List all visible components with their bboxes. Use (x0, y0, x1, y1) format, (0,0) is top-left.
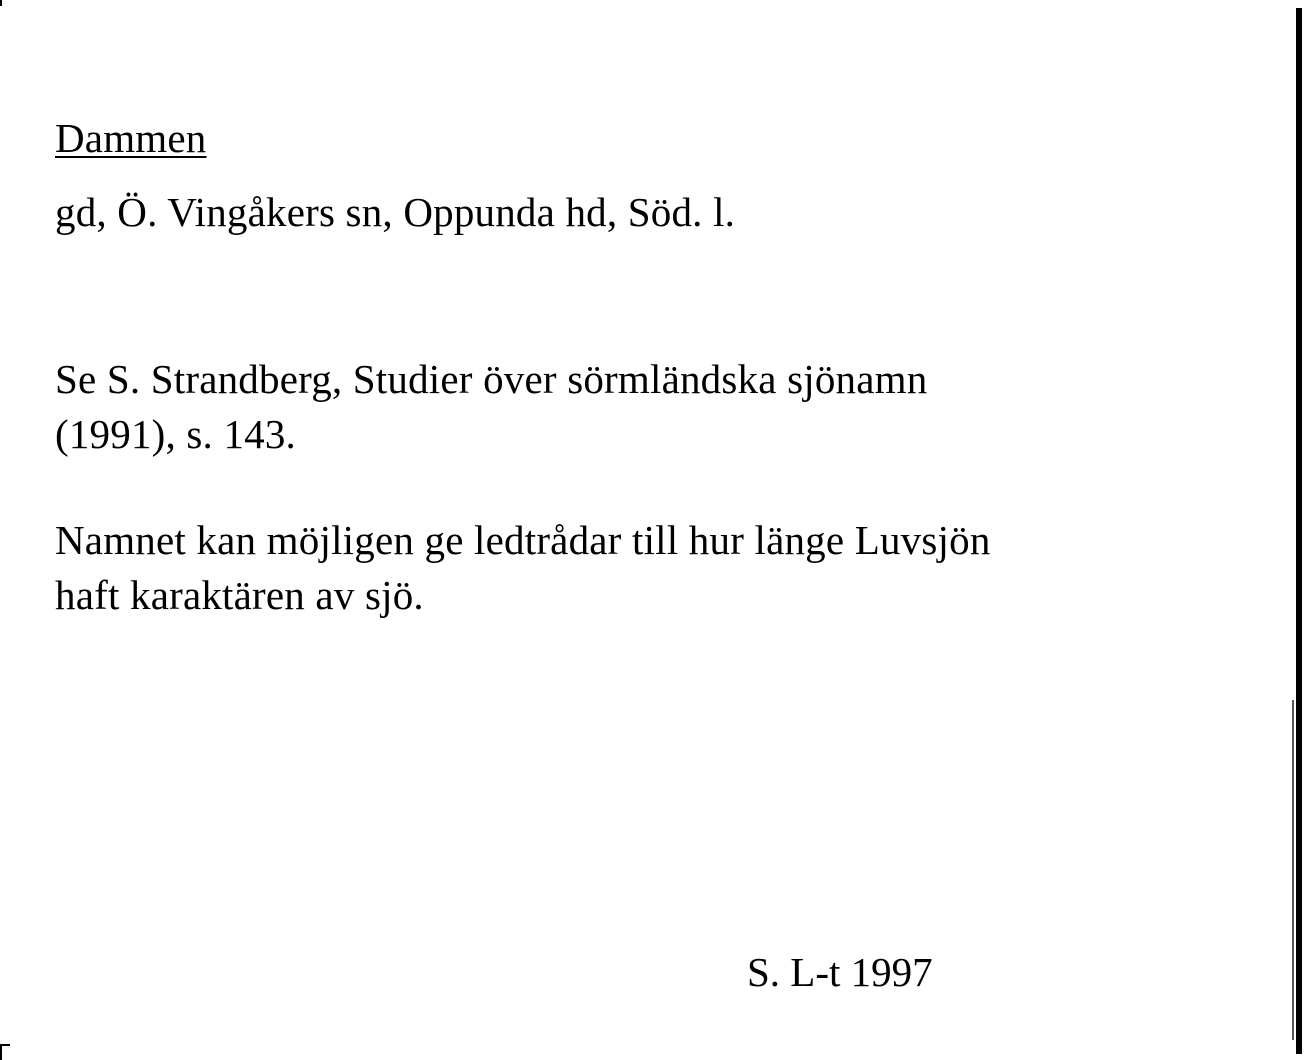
location-line: gd, Ö. Vingåkers sn, Oppunda hd, Söd. l. (55, 189, 736, 235)
scan-edge-border (1292, 700, 1294, 1040)
headword: Dammen (55, 115, 207, 161)
note-line-2: haft karaktären av sjö. (55, 572, 424, 618)
scan-corner-mark (0, 1044, 10, 1060)
scan-corner-mark (0, 0, 8, 6)
reference-line-1: Se S. Strandberg, Studier över sörmländska sjönamn (55, 356, 928, 402)
scan-edge-border (1296, 8, 1302, 1054)
signature: S. L-t 1997 (747, 949, 933, 995)
note-line-1: Namnet kan möjligen ge ledtrådar till hur länge Luvsjön (55, 517, 991, 563)
reference-line-2: (1991), s. 143. (55, 411, 297, 457)
